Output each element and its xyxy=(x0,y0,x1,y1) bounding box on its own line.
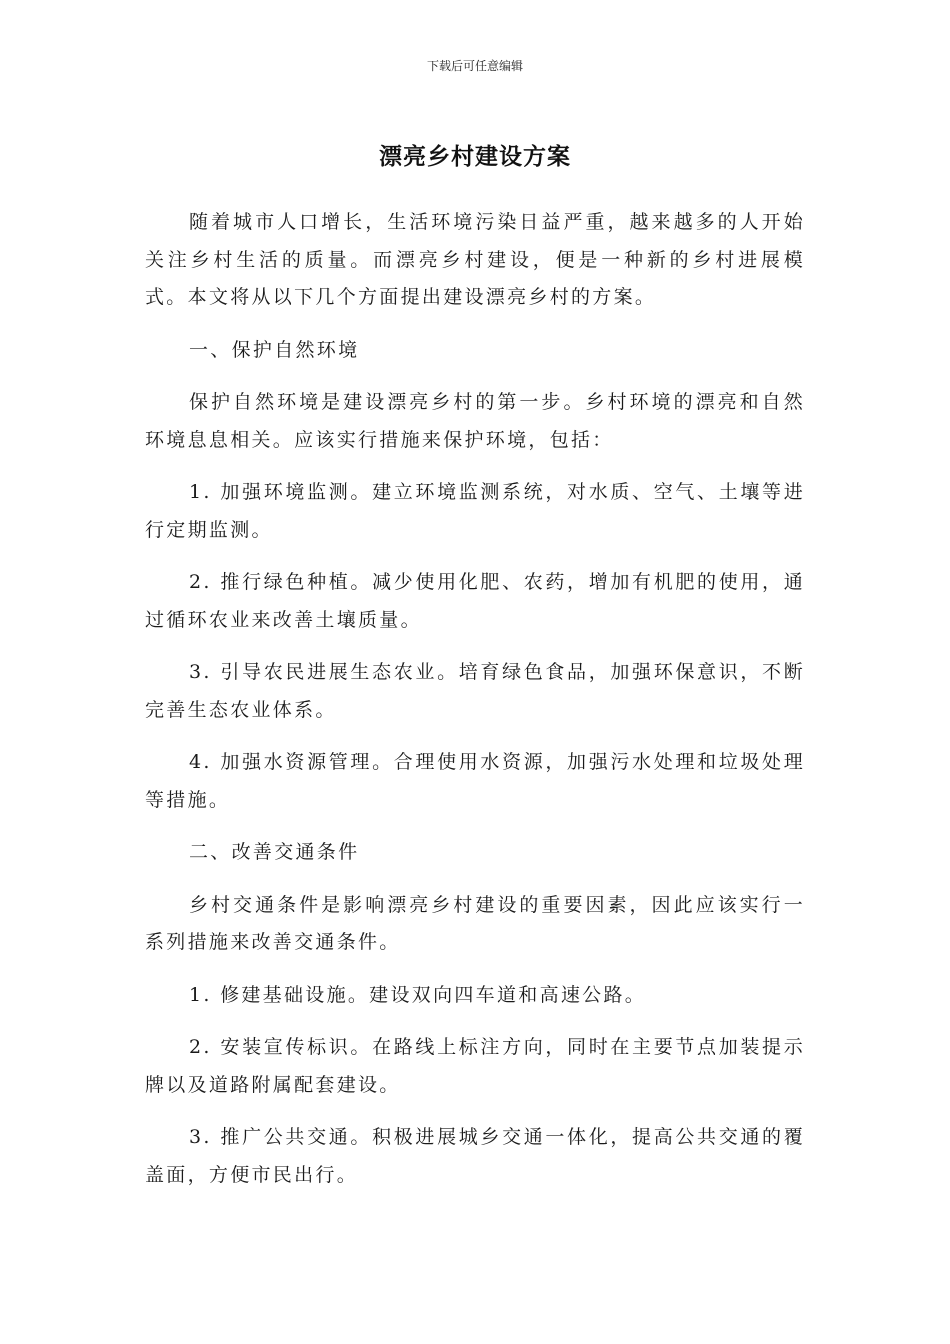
section-1-item-4: 4. 加强水资源管理。合理使用水资源，加强污水处理和垃圾处理等措施。 xyxy=(145,751,805,811)
section-2-item-2: 2. 安装宣传标识。在路线上标注方向，同时在主要节点加装提示牌以及道路附属配套建设。 xyxy=(145,1036,805,1096)
document-title: 漂亮乡村建设方案 xyxy=(379,144,571,170)
section-heading-1: 一、保护自然环境 xyxy=(189,338,360,361)
section-2-intro: 乡村交通条件是影响漂亮乡村建设的重要因素，因此应该实行一系列措施来改善交通条件。 xyxy=(145,893,805,953)
intro-paragraph: 随着城市人口增长，生活环境污染日益严重，越来越多的人开始关注乡村生活的质量。而漂亮乡村建设，便是一种新的乡村进展模式。本文将从以下几个方面提出建设漂亮乡村的方案。 xyxy=(145,211,805,308)
section-heading-2: 二、改善交通条件 xyxy=(189,841,360,863)
section-1-intro: 保护自然环境是建设漂亮乡村的第一步。乡村环境的漂亮和自然环境息息相关。应该实行措施来保护环境，包括： xyxy=(145,391,805,451)
section-1-item-1: 1. 加强环境监测。建立环境监测系统，对水质、空气、土壤等进行定期监测。 xyxy=(145,481,805,541)
section-2-item-3: 3. 推广公共交通。积极进展城乡交通一体化，提高公共交通的覆盖面，方便市民出行。 xyxy=(145,1126,805,1186)
document-body xyxy=(145,204,805,1209)
header-note: 下载后可任意编辑 xyxy=(426,59,523,73)
section-2-item-1: 1. 修建基础设施。建设双向四车道和高速公路。 xyxy=(189,983,647,1006)
section-1-item-3: 3. 引导农民进展生态农业。培育绿色食品，加强环保意识，不断完善生态农业体系。 xyxy=(145,661,805,721)
section-1-item-2: 2. 推行绿色种植。减少使用化肥、农药，增加有机肥的使用，通过循环农业来改善土壤质量。 xyxy=(145,571,805,631)
